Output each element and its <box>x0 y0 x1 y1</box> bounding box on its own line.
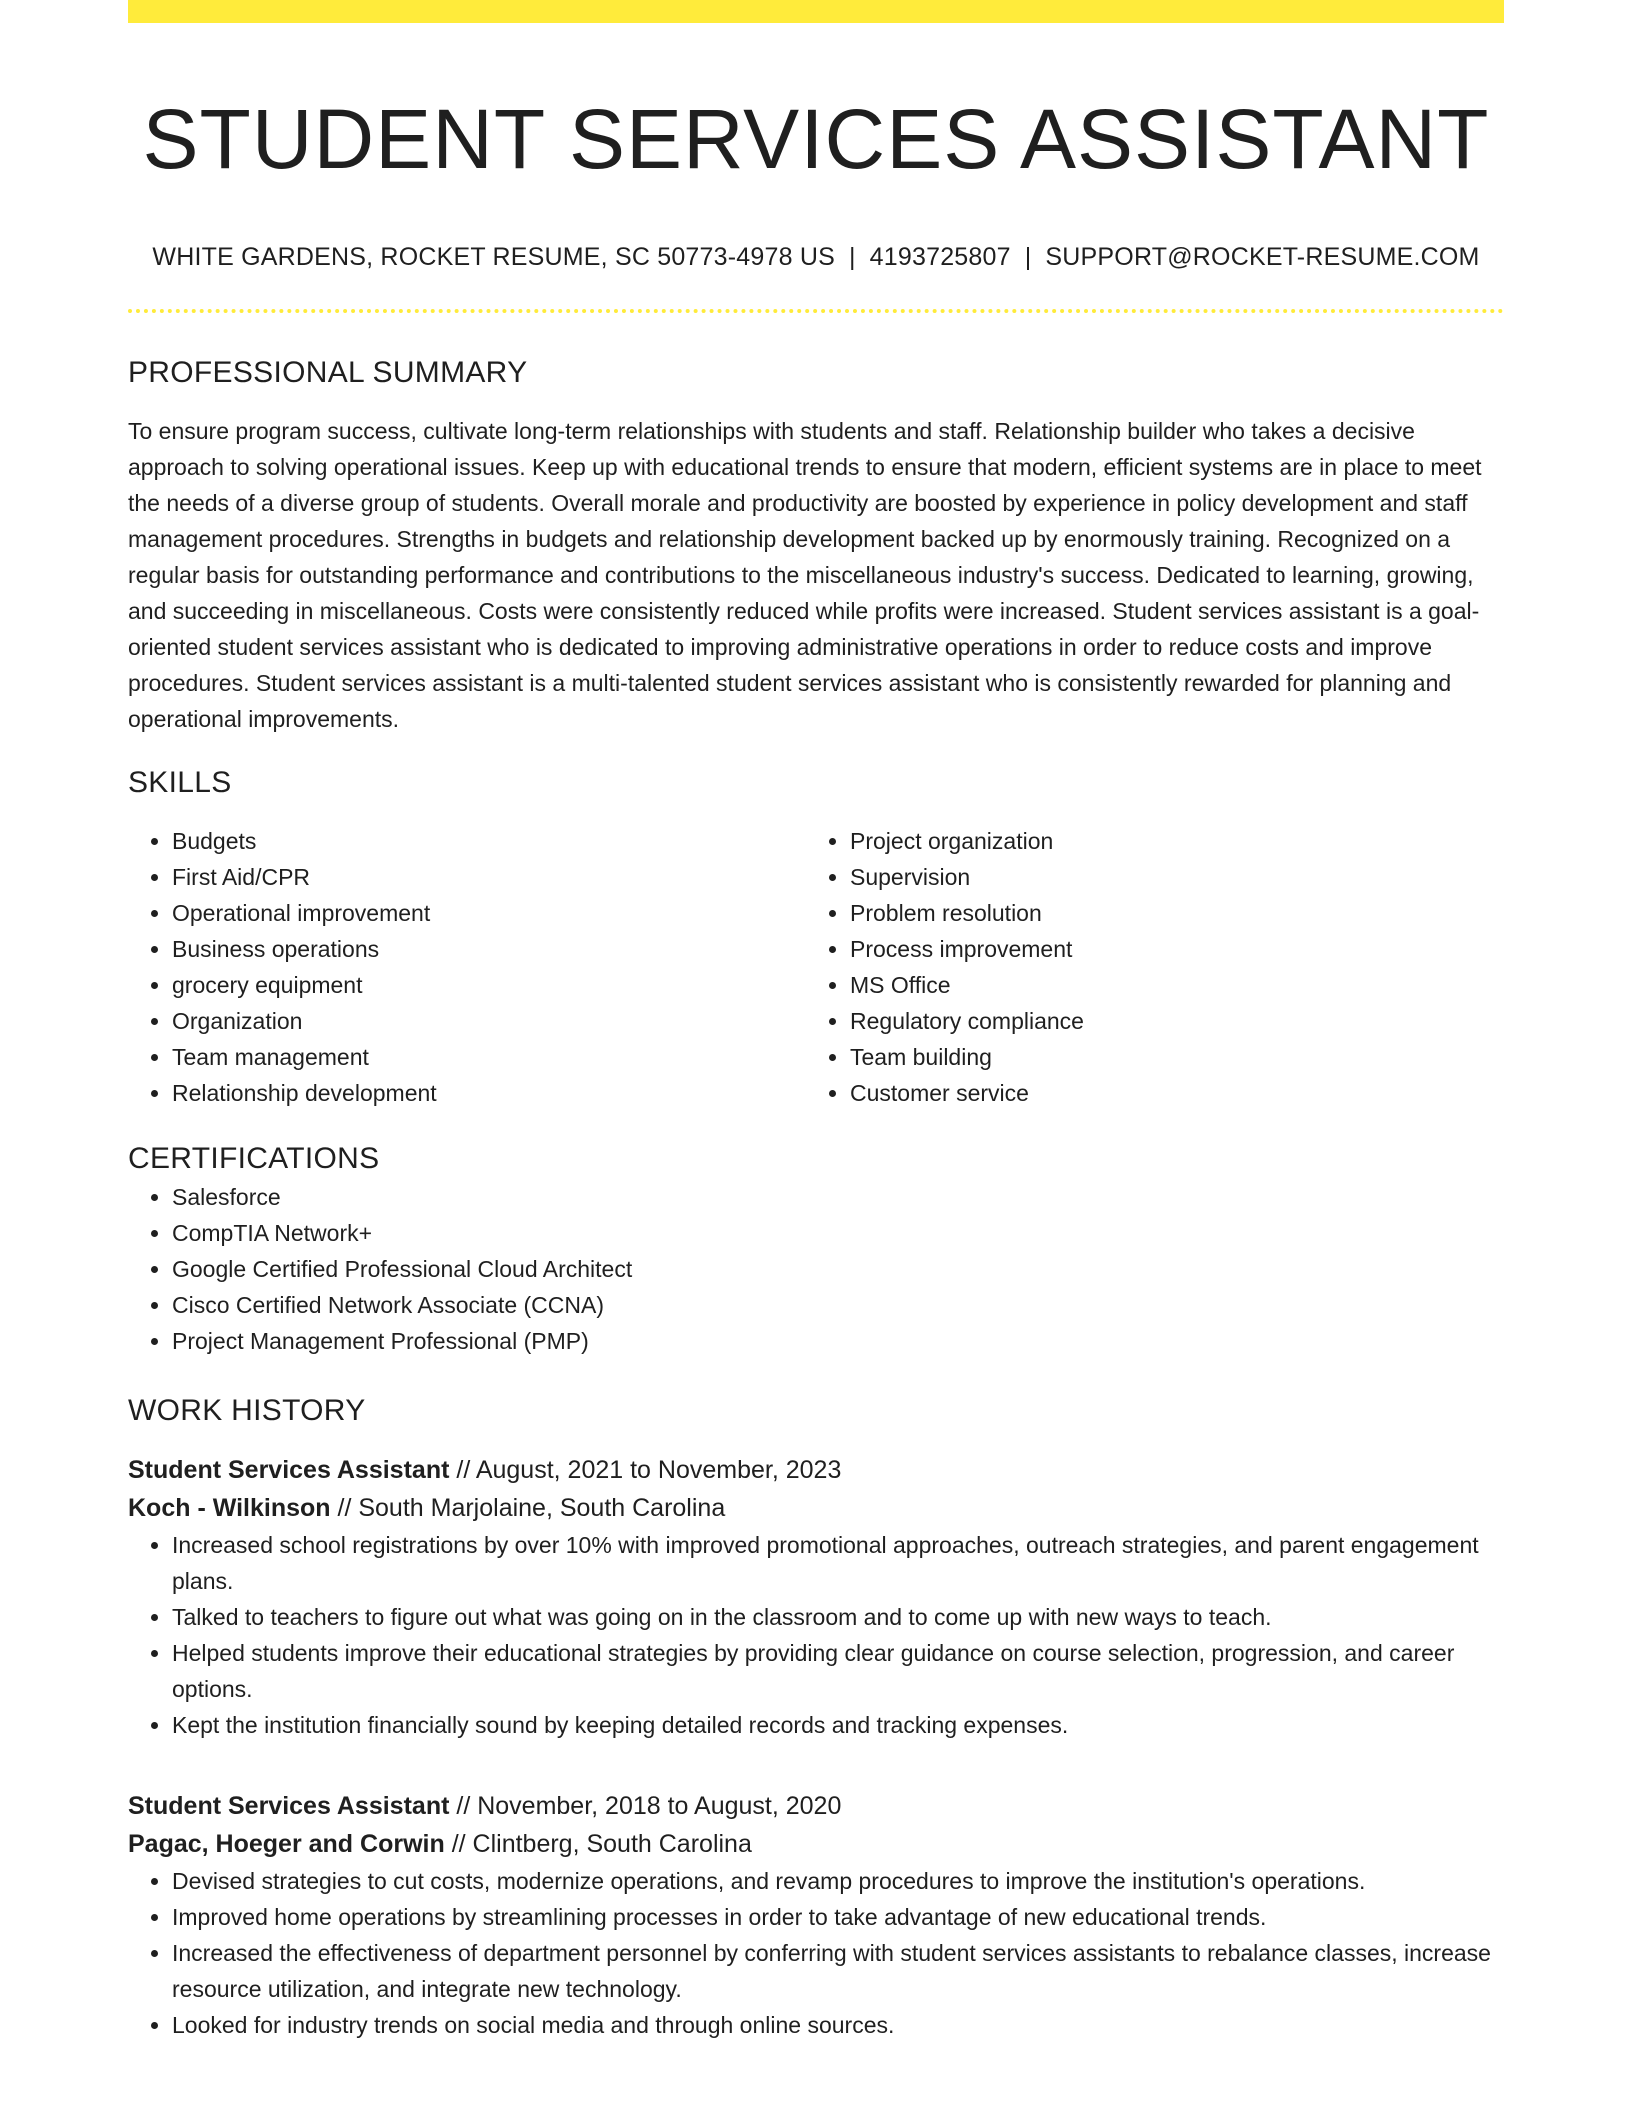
job-bullet: • Kept the institution financially sound by keeping detailed records and tracking expenses. <box>172 1707 1504 1743</box>
skills-list-left <box>128 823 806 1111</box>
skill-item: • Team building <box>850 1039 1484 1075</box>
job-bullet: • Looked for industry trends on social media and through online sources. <box>172 2007 1504 2043</box>
job-entry <box>128 1451 1504 1743</box>
accent-top-bar <box>128 0 1504 23</box>
section-title-skills: SKILLS <box>128 766 232 799</box>
job-role: Student Services Assistant <box>128 1792 450 1820</box>
skills-column-left <box>128 823 806 1111</box>
job-bullet: • Talked to teachers to figure out what was going on in the classroom and to come up with new ways to teach. <box>172 1599 1504 1635</box>
job-role: Student Services Assistant <box>128 1456 450 1484</box>
skill-item: • Business operations <box>172 931 806 967</box>
contact-address: WHITE GARDENS, ROCKET RESUME, SC 50773-4978 US <box>152 243 835 271</box>
resume-title: STUDENT SERVICES ASSISTANT <box>142 92 1490 186</box>
skill-item: • Project organization <box>850 823 1484 859</box>
skills-list-right <box>806 823 1484 1111</box>
skill-item: • Operational improvement <box>172 895 806 931</box>
job-company: Pagac, Hoeger and Corwin <box>128 1830 445 1858</box>
job-bullets <box>128 1863 1504 2043</box>
job-location: // Clintberg, South Carolina <box>444 1830 752 1858</box>
skill-item: • Budgets <box>172 823 806 859</box>
certification-item: • Project Management Professional (PMP) <box>172 1323 1504 1359</box>
skill-item: • Process improvement <box>850 931 1484 967</box>
skill-item: • Supervision <box>850 859 1484 895</box>
certification-item: • Google Certified Professional Cloud Architect <box>172 1251 1504 1287</box>
skill-item: • Problem resolution <box>850 895 1484 931</box>
resume-page <box>128 0 1504 2043</box>
certification-item: • CompTIA Network+ <box>172 1215 1504 1251</box>
job-location: // South Marjolaine, South Carolina <box>330 1494 726 1522</box>
certification-item: • Cisco Certified Network Associate (CCNA) <box>172 1287 1504 1323</box>
contact-separator: | <box>848 243 856 271</box>
section-title-summary: PROFESSIONAL SUMMARY <box>128 356 528 389</box>
skill-item: • Team management <box>172 1039 806 1075</box>
skill-item: • Customer service <box>850 1075 1484 1111</box>
job-dates: // August, 2021 to November, 2023 <box>449 1456 842 1484</box>
skills-grid <box>128 823 1504 1111</box>
skills-column-right <box>806 823 1484 1111</box>
skill-item: • First Aid/CPR <box>172 859 806 895</box>
job-bullet: • Devised strategies to cut costs, modernize operations, and revamp procedures to improve the institution's operations. <box>172 1863 1504 1899</box>
skill-item: • Relationship development <box>172 1075 806 1111</box>
dotted-divider <box>128 309 1504 313</box>
certifications-list <box>128 1179 1504 1359</box>
section-title-work-history: WORK HISTORY <box>128 1394 366 1427</box>
contact-line <box>128 241 1504 273</box>
skill-item: • Organization <box>172 1003 806 1039</box>
contact-email: SUPPORT@ROCKET-RESUME.COM <box>1045 243 1480 271</box>
job-role-line <box>128 1451 1504 1489</box>
job-bullets <box>128 1527 1504 1743</box>
job-bullet: • Increased the effectiveness of department personnel by conferring with student services assistants to rebalance classes, increase resource utilization, and integrate new technology. <box>172 1935 1504 2007</box>
job-company-line <box>128 1825 1504 1863</box>
skill-item: • Regulatory compliance <box>850 1003 1484 1039</box>
certification-item: • Salesforce <box>172 1179 1504 1215</box>
contact-phone: 4193725807 <box>869 243 1011 271</box>
section-title-certifications: CERTIFICATIONS <box>128 1142 380 1175</box>
job-bullet: • Improved home operations by streamlining processes in order to take advantage of new educational trends. <box>172 1899 1504 1935</box>
job-entry <box>128 1787 1504 2043</box>
job-bullet: • Helped students improve their educational strategies by providing clear guidance on course selection, progression, and career options. <box>172 1635 1504 1707</box>
job-role-line <box>128 1787 1504 1825</box>
job-bullet: • Increased school registrations by over 10% with improved promotional approaches, outreach strategies, and parent engagement plans. <box>172 1527 1504 1599</box>
job-company: Koch - Wilkinson <box>128 1494 331 1522</box>
job-dates: // November, 2018 to August, 2020 <box>449 1792 842 1820</box>
job-company-line <box>128 1489 1504 1527</box>
contact-separator: | <box>1024 243 1032 271</box>
skill-item: • MS Office <box>850 967 1484 1003</box>
skill-item: • grocery equipment <box>172 967 806 1003</box>
summary-paragraph: To ensure program success, cultivate long-term relationships with students and staff. Relationship builder who takes a decisive approach to solving operational issues. Keep up with educational trends to ensure that modern, efficient systems are in place to meet the needs of a diverse group of students. Overall morale and productivity are boosted by experience in policy development and staff management procedures. Strengths in budgets and relationship development backed up by enormously training. Recognized on a regular basis for outstanding performance and contributions to the miscellaneous industry's success. Dedicated to learning, growing, and succeeding in miscellaneous. Costs were consistently reduced while profits were increased. Student services assistant is a goal-oriented student services assistant who is dedicated to improving administrative operations in order to reduce costs and improve procedures. Student services assistant is a multi-talented student services assistant who is consistently rewarded for planning and operational improvements. <box>128 418 1482 732</box>
